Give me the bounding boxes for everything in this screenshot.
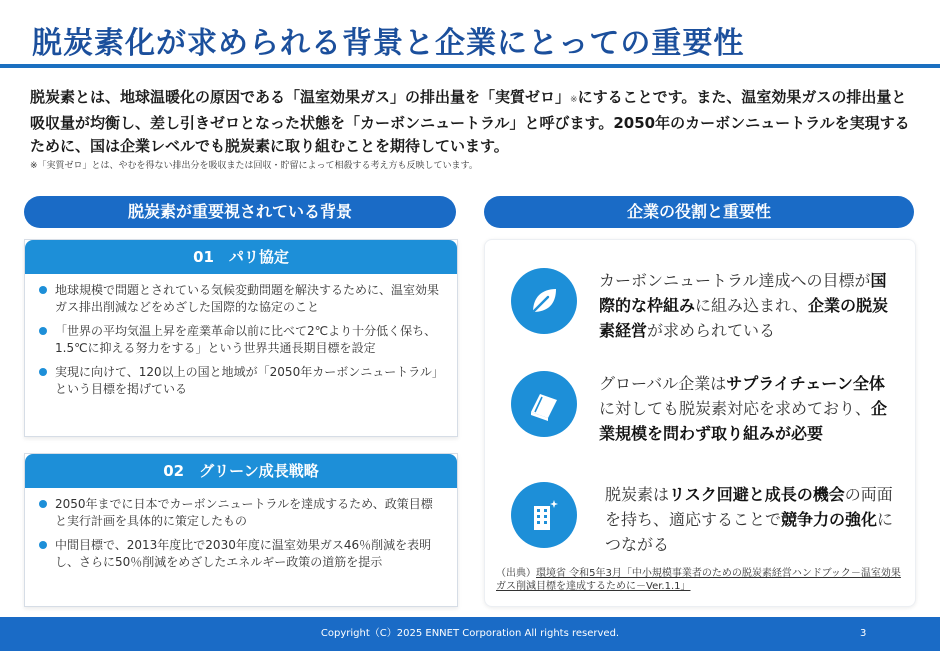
- list-item-text: 「世界の平均気温上昇を産業革命以前に比べて2℃より十分低く保ち、1.5℃に抑える努力をする」という世界共通長期目標を設定: [55, 324, 437, 355]
- role-text-segment: につながる: [605, 510, 894, 554]
- source-link[interactable]: 環境省 令和5年3月「中小規模事業者のための脱炭素経営ハンドブック－温室効果ガス削減目標を達成するために－Ver.1.1」: [496, 568, 901, 592]
- role-item: [511, 268, 901, 338]
- role-text-segment: 脱炭素は: [605, 485, 670, 504]
- role-item: [511, 371, 901, 441]
- bullet-icon: [39, 368, 47, 376]
- bullet-icon: [39, 541, 47, 549]
- intro-text-part1: 脱炭素とは、地球温暖化の原因である「温室効果ガス」の排出量を「実質ゼロ」: [30, 88, 571, 106]
- bullet-list: [25, 274, 457, 398]
- page-title: 脱炭素化が求められる背景と企業にとっての重要性: [32, 26, 745, 61]
- title-divider: [0, 64, 940, 68]
- role-text: [605, 482, 905, 557]
- role-text: [599, 268, 899, 343]
- intro-text: [30, 86, 920, 158]
- role-section-heading: 企業の役割と重要性: [484, 196, 914, 228]
- source-prefix: （出典）: [496, 568, 536, 579]
- bullet-icon: [39, 286, 47, 294]
- title-bar: [0, 0, 940, 64]
- role-text-emphasis: リスク回避と成長の機会: [669, 485, 845, 504]
- page-number: 3: [860, 628, 867, 639]
- role-item: [511, 482, 901, 552]
- role-text-segment: グローバル企業は: [599, 374, 727, 393]
- role-text-segment: に対しても脱炭素対応を求めており、: [599, 399, 872, 418]
- role-text-segment: カーボンニュートラル達成への目標が: [599, 271, 871, 290]
- role-text-emphasis: 企業の脱炭素経営: [599, 296, 888, 340]
- role-text-emphasis: 国際的な枠組み: [599, 271, 887, 315]
- role-text-segment: が求められている: [647, 321, 776, 340]
- list-item-text: 実現に向けて、120以上の国と地域が「2050年カーボンニュートラル」という目標を掲げている: [55, 365, 438, 396]
- role-text-emphasis: サプライチェーン全体: [726, 374, 885, 393]
- paris-agreement-card: [24, 239, 458, 437]
- background-section-heading: 脱炭素が重要視されている背景: [24, 196, 456, 228]
- source-citation: [496, 567, 906, 593]
- role-panel: [484, 239, 916, 607]
- list-item: [39, 537, 443, 571]
- intro-text-part2: にすることです。また、温室効果ガスの排出量と吸収量が均衡し、差し引きゼロとなった状態を「カーボンニュートラル」と呼びます。2050年のカーボンニュートラルを実現するために、国は企業レベルでも脱炭素に取り組むことを期待しています。: [30, 88, 910, 155]
- building-icon: [511, 482, 577, 548]
- intro-note-mark: ※: [570, 95, 578, 105]
- list-item-text: 中間目標で、2013年度比で2030年度に温室効果ガス46％削減を表明し、さらに50％削減をめざしたエネルギー政策の道筋を提示: [55, 538, 432, 569]
- intro-footnote: ※「実質ゼロ」とは、やむを得ない排出分を吸収または回収・貯留によって相殺する考え方も反映しています。: [30, 161, 478, 171]
- bullet-list: [25, 488, 457, 571]
- list-item: [39, 323, 443, 357]
- list-item: [39, 364, 443, 398]
- list-item: [39, 496, 443, 530]
- list-item: [39, 282, 443, 316]
- card-title: 02 グリーン成長戦略: [25, 454, 457, 488]
- role-text-segment: の両面を持ち、適応することで: [605, 485, 893, 529]
- list-item-text: 2050年までに日本でカーボンニュートラルを達成するため、政策目標と実行計画を具体的に策定したもの: [55, 497, 433, 528]
- role-text: [599, 371, 899, 446]
- role-text-segment: に組み込まれ、: [695, 296, 808, 315]
- copyright-text: Copyright（C）2025 ENNET Corporation All rights reserved.: [320, 628, 620, 639]
- card-title: 01 パリ協定: [25, 240, 457, 274]
- role-text-emphasis: 企業規模を問わず取り組みが必要: [599, 399, 888, 443]
- leaf-icon: [511, 268, 577, 334]
- book-icon: [511, 371, 577, 437]
- list-item-text: 地球規模で問題とされている気候変動問題を解決するために、温室効果ガス排出削減などをめざした国際的な協定のこと: [55, 283, 440, 314]
- green-growth-card: [24, 453, 458, 607]
- footer: [0, 617, 940, 651]
- bullet-icon: [39, 500, 47, 508]
- bullet-icon: [39, 327, 47, 335]
- role-text-emphasis: 競争力の強化: [781, 510, 878, 529]
